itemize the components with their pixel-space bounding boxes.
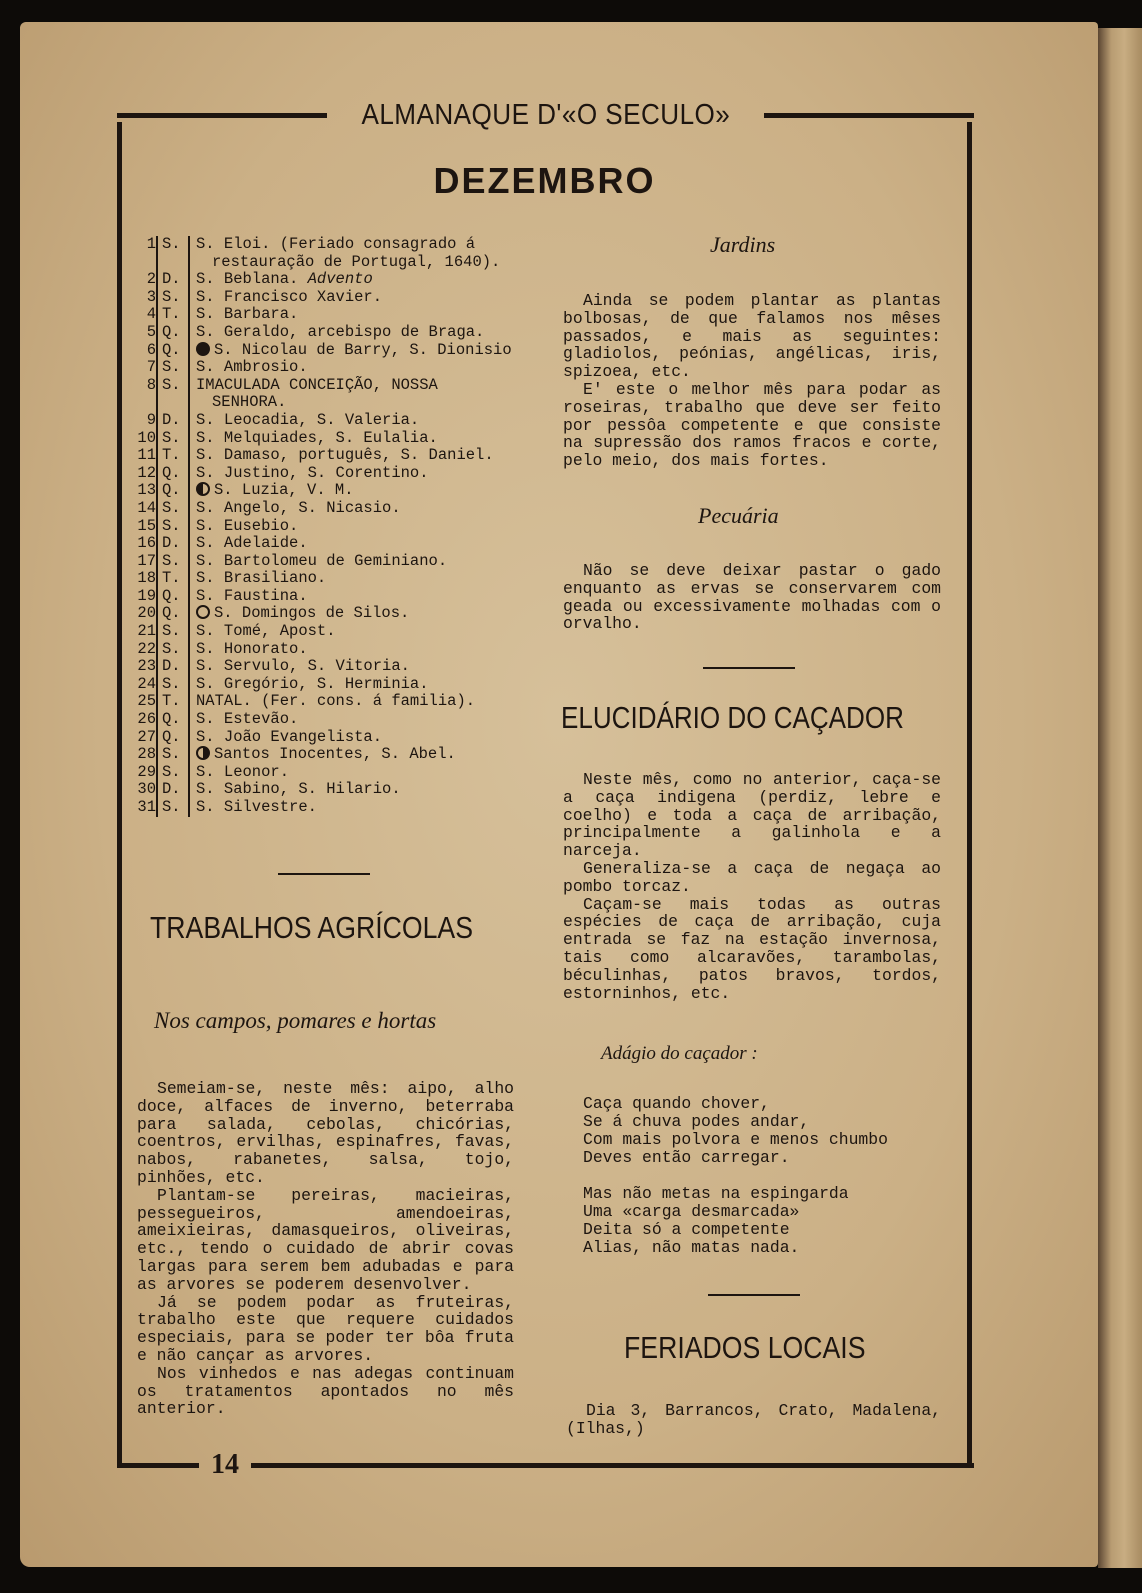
header-rule-right xyxy=(764,113,974,118)
calendar-saints-text: S. João Evangelista. xyxy=(196,727,383,746)
calendar-weekday: S. xyxy=(156,430,190,448)
calendar-saints-text: S. Barbara. xyxy=(196,305,299,324)
calendar-saints-text: Santos Inocentes, S. Abel. xyxy=(214,745,456,764)
header-rule-left xyxy=(117,113,327,118)
calendar-saints-text: S. Nicolau de Barry, S. Dionisio xyxy=(214,340,512,359)
calendar-saints xyxy=(190,289,554,307)
calendar-weekday: S. xyxy=(156,746,190,764)
calendar-day: 13 xyxy=(137,481,156,500)
calendar-weekday: D. xyxy=(156,781,190,799)
calendar-saints xyxy=(190,746,554,764)
verse-line: Com mais polvora e menos chumbo xyxy=(583,1130,888,1149)
month-title: DEZEMBRO xyxy=(433,160,656,201)
calendar-row xyxy=(134,430,554,448)
calendar-weekday: T. xyxy=(156,306,190,324)
feriados-paragraph: Dia 3, Barrancos, Crato, Madalena, (Ilhas,) xyxy=(566,1401,941,1438)
calendar-saints-text: NATAL. (Fer. cons. á familia). xyxy=(196,692,476,711)
calendar-saints-text: S. Brasiliano. xyxy=(196,569,327,588)
calendar-saints-text: S. Sabino, S. Hilario. xyxy=(196,780,401,799)
calendar-row xyxy=(134,482,554,500)
calendar-row xyxy=(134,570,554,588)
cacador-text xyxy=(563,771,941,1002)
calendar-day: 10 xyxy=(137,428,156,447)
calendar-saints-text: S. Melquiades, S. Eulalia. xyxy=(196,428,438,447)
calendar-row xyxy=(134,693,554,711)
feriados-text xyxy=(566,1402,941,1438)
verse-line: Se á chuva podes andar, xyxy=(583,1112,810,1131)
calendar-saints-text: S. Justino, S. Corentino. xyxy=(196,463,429,482)
calendar-saints-text: S. Honorato. xyxy=(196,639,308,658)
calendar-saints xyxy=(190,377,554,412)
calendar-saints xyxy=(190,605,554,623)
calendar-day: 11 xyxy=(137,446,156,465)
footer-rule xyxy=(117,1447,974,1483)
verse-line: Deita só a competente xyxy=(583,1220,790,1239)
calendar-day: 8 xyxy=(146,375,156,394)
calendar-saints xyxy=(190,465,554,483)
calendar-row xyxy=(134,623,554,641)
jardins-paragraph: Ainda se podem plantar as plantas bolbosas, de que falamos nos mêses passados, e mais as seguintes: gladiolos, peónias, angélicas, iris, spizoea, etc. xyxy=(563,291,941,382)
new-moon-icon xyxy=(196,342,210,356)
calendar-saints xyxy=(190,306,554,324)
verse-line: Mas não metas na espingarda xyxy=(583,1184,849,1203)
calendar-saints-text: S. Ambrosio. xyxy=(196,358,308,377)
calendar-saints xyxy=(190,641,554,659)
calendar-day: 15 xyxy=(137,516,156,535)
calendar-saints xyxy=(190,764,554,782)
calendar-row xyxy=(134,676,554,694)
full-moon-icon xyxy=(196,605,210,619)
first-quarter-icon xyxy=(196,482,210,496)
calendar-saints xyxy=(190,518,554,536)
calendar-saints xyxy=(190,430,554,448)
calendar-day: 2 xyxy=(146,270,156,289)
frame-right-border xyxy=(967,122,972,1468)
divider xyxy=(708,1294,800,1296)
calendar-saints-text: S. Geraldo, arcebispo de Braga. xyxy=(196,322,485,341)
calendar-row xyxy=(134,236,554,271)
calendar-saints xyxy=(190,342,554,360)
agricola-paragraph: Nos vinhedos e nas adegas continuam os tratamentos apontados no mês anterior. xyxy=(137,1363,514,1419)
calendar-day: 7 xyxy=(146,358,156,377)
calendar-saints xyxy=(190,447,554,465)
calendar-day: 21 xyxy=(137,622,156,641)
pecuaria-title: Pecuária xyxy=(698,503,779,528)
calendar-saints-text: S. Bartolomeu de Geminiano. xyxy=(196,551,448,570)
calendar-weekday: S. xyxy=(156,641,190,659)
calendar-saints xyxy=(190,271,554,289)
calendar-saints-text: S. Angelo, S. Nicasio. xyxy=(196,498,401,517)
calendar-row xyxy=(134,306,554,324)
calendar-saints-text: S. Domingos de Silos. xyxy=(214,604,410,623)
calendar-row xyxy=(134,764,554,782)
frame-left-border xyxy=(117,122,122,1468)
calendar-weekday: D. xyxy=(156,412,190,430)
calendar-row xyxy=(134,658,554,676)
calendar-weekday: T. xyxy=(156,693,190,711)
feriados-title: FERIADOS LOCAIS xyxy=(624,1330,866,1365)
calendar-saints xyxy=(190,693,554,711)
footer-rule-left xyxy=(117,1463,199,1468)
calendar-weekday: S. xyxy=(156,623,190,641)
calendar-saints-text: S. Leonor. xyxy=(196,762,290,781)
calendar-day: 17 xyxy=(137,551,156,570)
calendar-saints xyxy=(190,359,554,377)
calendar-weekday: S. xyxy=(156,764,190,782)
calendar-saints xyxy=(190,500,554,518)
calendar-row xyxy=(134,500,554,518)
calendar-saints-text: S. Francisco Xavier. xyxy=(196,287,383,306)
calendar-day: 4 xyxy=(146,305,156,324)
calendar-row xyxy=(134,324,554,342)
calendar-saints-text: S. Damaso, português, S. Daniel. xyxy=(196,446,494,465)
calendar-day: 9 xyxy=(146,410,156,429)
calendar-day: 1 xyxy=(146,235,156,253)
calendar-saints-text: S. Eusebio. xyxy=(196,516,299,535)
verse-line: Deves então carregar. xyxy=(583,1148,790,1167)
calendar-saints xyxy=(190,588,554,606)
calendar-day: 6 xyxy=(146,340,156,359)
page-number: 14 xyxy=(211,1449,239,1480)
almanac-title: ALMANAQUE D'«O SECULO» xyxy=(361,98,730,131)
calendar-weekday: S. xyxy=(156,518,190,536)
calendar-weekday: Q. xyxy=(156,605,190,623)
calendar-saints-text: S. Gregório, S. Herminia. xyxy=(196,674,429,693)
calendar-day: 27 xyxy=(137,727,156,746)
calendar-row xyxy=(134,711,554,729)
calendar-weekday: S. xyxy=(156,676,190,694)
calendar-day: 16 xyxy=(137,534,156,553)
calendar-weekday: D. xyxy=(156,658,190,676)
jardins-paragraph: E' este o melhor mês para podar as roseiras, trabalho que deve ser feito por pessôa competente e que consiste na supressão dos ramos fracos e corte, pelo meio, dos mais fortes. xyxy=(563,379,941,471)
calendar-weekday: Q. xyxy=(156,729,190,747)
calendar-weekday: D. xyxy=(156,271,190,289)
agricola-paragraph: Já se podem podar as fruteiras, trabalho este que requere cuidados especiais, para se poder ter bôa fruta e não cançar as arvores. xyxy=(137,1292,514,1365)
calendar-day: 30 xyxy=(137,780,156,799)
calendar-saints-text: S. Faustina. xyxy=(196,586,308,605)
divider xyxy=(278,873,370,875)
calendar-saints xyxy=(190,553,554,571)
adagio-verse xyxy=(583,1095,888,1257)
header-rule xyxy=(117,98,974,132)
calendar-saints xyxy=(190,799,554,817)
calendar-saints-text: IMACULADA CONCEIÇÃO, NOSSA xyxy=(196,375,438,394)
jardins-title: Jardins xyxy=(710,232,776,257)
calendar-row xyxy=(134,289,554,307)
verse-line: Caça quando chover, xyxy=(583,1094,770,1113)
calendar-weekday: T. xyxy=(156,570,190,588)
calendar-weekday: S. xyxy=(156,289,190,307)
calendar-weekday: S. xyxy=(156,553,190,571)
calendar-row xyxy=(134,535,554,553)
calendar-day: 22 xyxy=(137,639,156,658)
calendar-saints xyxy=(190,324,554,342)
calendar-day: 5 xyxy=(146,322,156,341)
calendar-row xyxy=(134,447,554,465)
calendar-weekday: S. xyxy=(156,236,190,271)
calendar-saints xyxy=(190,623,554,641)
calendar-saints xyxy=(190,781,554,799)
agricola-paragraph: Semeiam-se, neste mês: aipo, alho doce, alfaces de inverno, beterraba para salada, cebolas, chicórias, coentros, ervilhas, espinafres, favas, nabos, rabanetes, salsa, tojo, pinhões, etc. xyxy=(137,1079,514,1187)
calendar-weekday: Q. xyxy=(156,482,190,500)
calendar-weekday: S. xyxy=(156,799,190,817)
calendar-saints xyxy=(190,236,554,271)
calendar-day: 3 xyxy=(146,287,156,306)
calendar-weekday: Q. xyxy=(156,465,190,483)
agricola-paragraph: Plantam-se pereiras, macieiras, pessegueiros, amendoeiras, ameixieiras, damasqueiros, oliveiras, etc., tendo o cuidado de abrir covas largas para serem bem adubadas e para as arvores se poderem desenvolver. xyxy=(137,1185,514,1294)
calendar-note: Advento xyxy=(298,270,373,289)
calendar-row xyxy=(134,359,554,377)
calendar-saints xyxy=(190,412,554,430)
calendar-day: 18 xyxy=(137,569,156,588)
calendar-day: 25 xyxy=(137,692,156,711)
pecuaria-text xyxy=(563,562,941,633)
calendar-saints-text: S. Silvestre. xyxy=(196,798,317,816)
calendar-day: 28 xyxy=(137,745,156,764)
calendar-weekday: T. xyxy=(156,447,190,465)
calendar-saints-text: S. Eloi. (Feriado consagrado á xyxy=(196,235,476,253)
calendar-row xyxy=(134,271,554,289)
calendar-day: 12 xyxy=(137,463,156,482)
calendar-row xyxy=(134,588,554,606)
calendar-row xyxy=(134,781,554,799)
calendar-row xyxy=(134,746,554,764)
next-page-edge xyxy=(1098,28,1142,1568)
calendar-row xyxy=(134,729,554,747)
calendar-weekday: D. xyxy=(156,535,190,553)
agricola-title: TRABALHOS AGRÍCOLAS xyxy=(150,910,473,945)
calendar-saints xyxy=(190,729,554,747)
adagio-title: Adágio do caçador : xyxy=(601,1043,758,1064)
calendar-saints-text: S. Servulo, S. Vitoria. xyxy=(196,657,410,676)
calendar-day: 20 xyxy=(137,604,156,623)
calendar-list xyxy=(134,236,554,817)
calendar-day: 31 xyxy=(137,798,156,816)
calendar-saints xyxy=(190,658,554,676)
jardins-text xyxy=(563,292,941,470)
calendar-saints-cont: restauração de Portugal, 1640). xyxy=(212,252,501,271)
calendar-weekday: Q. xyxy=(156,324,190,342)
calendar-weekday: S. xyxy=(156,500,190,518)
calendar-saints xyxy=(190,535,554,553)
calendar-weekday: Q. xyxy=(156,342,190,360)
agricola-text xyxy=(137,1080,514,1418)
calendar-row xyxy=(134,553,554,571)
calendar-row xyxy=(134,412,554,430)
calendar-day: 23 xyxy=(137,657,156,676)
calendar-day: 19 xyxy=(137,586,156,605)
last-quarter-icon xyxy=(196,746,210,760)
calendar-row xyxy=(134,377,554,412)
calendar-saints-cont: SENHORA. xyxy=(212,393,287,412)
calendar-weekday: S. xyxy=(156,377,190,412)
calendar-row xyxy=(134,465,554,483)
calendar-saints-text: S. Adelaide. xyxy=(196,534,308,553)
cacador-title: ELUCIDÁRIO DO CAÇADOR xyxy=(561,700,904,735)
cacador-paragraph: Generaliza-se a caça de negaça ao pombo torcaz. xyxy=(563,858,941,896)
calendar-weekday: Q. xyxy=(156,711,190,729)
verse-line: Alias, não matas nada. xyxy=(583,1238,800,1257)
pecuaria-paragraph: Não se deve deixar pastar o gado enquanto as ervas se conservarem com geada ou excessivamente molhadas com o orvalho. xyxy=(563,561,941,634)
calendar-day: 26 xyxy=(137,710,156,729)
calendar-row xyxy=(134,605,554,623)
cacador-paragraph: Caçam-se mais todas as outras espécies de caça de arribação, cuja entrada se faz na estação invernosa, tais como alcaravões, tarambolas, béculinhas, patos bravos, tordos, estorninhos, etc. xyxy=(563,894,941,1003)
calendar-saints xyxy=(190,570,554,588)
calendar-weekday: Q. xyxy=(156,588,190,606)
agricola-subtitle: Nos campos, pomares e hortas xyxy=(154,1008,437,1033)
verse-line: Uma «carga desmarcada» xyxy=(583,1202,800,1221)
calendar-day: 24 xyxy=(137,674,156,693)
calendar-saints xyxy=(190,482,554,500)
calendar-saints xyxy=(190,676,554,694)
divider xyxy=(703,667,795,669)
calendar-row xyxy=(134,641,554,659)
calendar-saints-text: S. Estevão. xyxy=(196,710,299,729)
cacador-paragraph: Neste mês, como no anterior, caça-se a caça indigena (perdiz, lebre e coelho) e toda a caça de arribação, principalmente a galinhola e a narceja. xyxy=(563,770,941,861)
calendar-saints-text: S. Tomé, Apost. xyxy=(196,622,336,641)
calendar-saints-text: S. Beblana. xyxy=(196,270,299,289)
calendar-saints-text: S. Leocadia, S. Valeria. xyxy=(196,410,420,429)
calendar-day: 29 xyxy=(137,762,156,781)
verse-line xyxy=(583,1167,888,1185)
calendar-row xyxy=(134,799,554,817)
calendar-row xyxy=(134,342,554,360)
footer-rule-right xyxy=(251,1463,974,1468)
calendar-day: 14 xyxy=(137,498,156,517)
calendar-weekday: S. xyxy=(156,359,190,377)
calendar-saints-text: S. Luzia, V. M. xyxy=(214,481,354,500)
calendar-row xyxy=(134,518,554,536)
calendar-saints xyxy=(190,711,554,729)
